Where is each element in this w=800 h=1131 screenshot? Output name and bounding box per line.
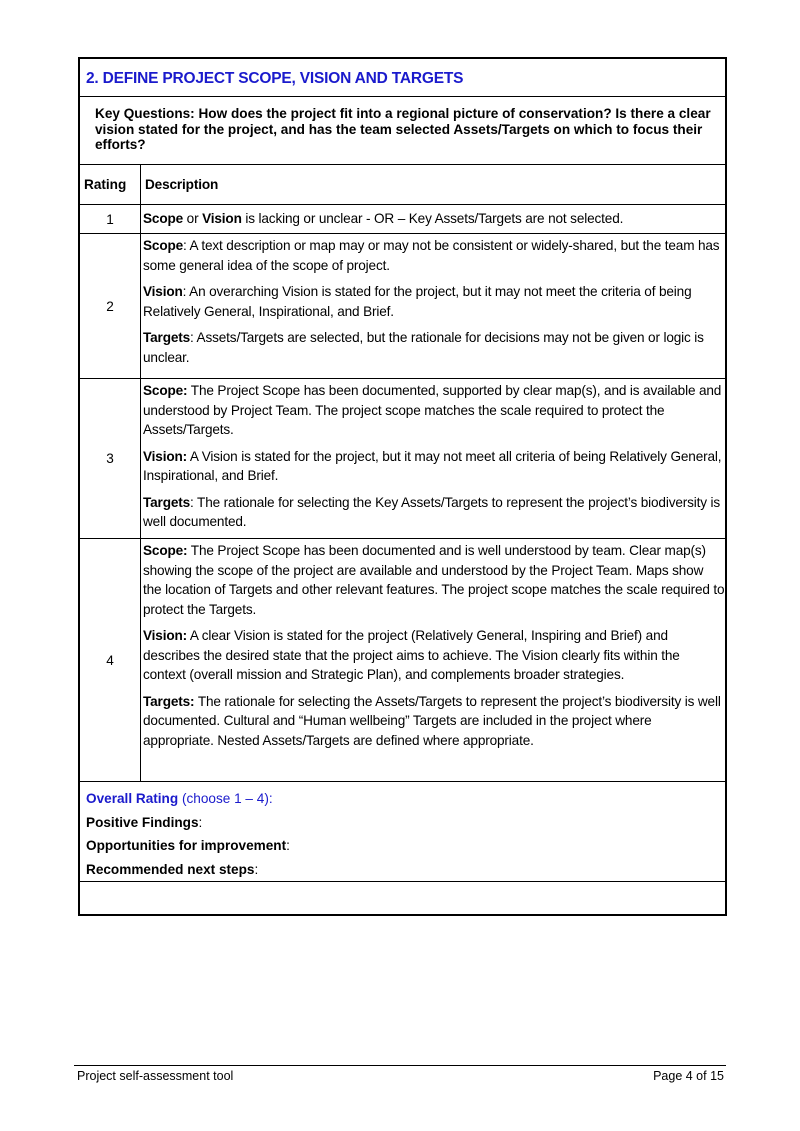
overall-rating-line [86, 787, 725, 811]
table-row [80, 379, 725, 539]
scope-label: Scope: [143, 383, 188, 398]
vision-label: Vision: [143, 628, 188, 643]
footer-title: Project self-assessment tool [77, 1069, 234, 1083]
targets-paragraph [143, 493, 725, 532]
next-steps-line [86, 858, 725, 882]
scope-paragraph [143, 381, 725, 440]
opportunities-line [86, 834, 725, 858]
vision-text: A Vision is stated for the project, but it may not meet all criteria of being Relatively General, Inspirational, and Brief. [143, 448, 722, 483]
scope-text: The Project Scope has been documented and is well understood by team. Clear map(s) showing the scope of the project are available and understood by the Project Team. Maps show the location of Targets and other relevant features. The project scope matches the scale required to protect the Targets. [143, 543, 725, 617]
rating-cell: 3 [80, 379, 141, 538]
assessment-section [78, 57, 727, 916]
table-row [80, 234, 725, 379]
targets-paragraph [143, 692, 725, 751]
next-steps-colon: : [254, 862, 259, 878]
targets-label: Targets: [143, 693, 195, 709]
targets-paragraph [143, 328, 725, 367]
key-questions: Key Questions: How does the project fit into a regional picture of conservation? Is there a clear vision stated for the project, and has the team selected Assets/Targets on which to focus their efforts? [80, 97, 725, 165]
rating-cell: 1 [80, 205, 141, 233]
section-title: 2. DEFINE PROJECT SCOPE, VISION AND TARGETS [80, 59, 725, 97]
targets-text: : The rationale for selecting the Key Assets/Targets to represent the project’s biodiversity is well documented. [143, 494, 721, 529]
positive-findings-label: Positive Findings [86, 814, 199, 830]
blank-row [80, 882, 725, 914]
scope-paragraph [143, 236, 725, 275]
vision-label: Vision [202, 211, 242, 227]
scope-label: Scope: [143, 543, 188, 558]
rating-header: Rating [80, 165, 141, 204]
description-cell [141, 539, 725, 781]
vision-text: : An overarching Vision is stated for the project, but it may not meet the criteria of being Relatively General, Inspirational, and Brief. [143, 284, 692, 319]
vision-label: Vision: [143, 448, 188, 464]
targets-text: : Assets/Targets are selected, but the rationale for decisions may not be given or logic is unclear. [143, 330, 704, 365]
opportunities-colon: : [286, 838, 290, 854]
positive-findings-line [86, 811, 725, 835]
page-number: Page 4 of 15 [653, 1069, 724, 1083]
overall-rating-section [80, 782, 725, 882]
vision-paragraph [143, 626, 725, 685]
scope-text: : A text description or map may or may not be consistent or widely-shared, but the team has some general idea of the scope of project. [143, 238, 720, 273]
description-header: Description [145, 176, 219, 192]
vision-label: Vision [143, 284, 183, 299]
rating-cell: 4 [80, 539, 141, 781]
vision-paragraph [143, 447, 725, 486]
overall-rating-hint: (choose 1 – 4): [178, 791, 273, 806]
positive-findings-colon: : [198, 814, 203, 830]
table-row [80, 205, 725, 234]
targets-text: The rationale for selecting the Assets/Targets to represent the project’s biodiversity is well documented. Cultural and “Human wellbeing” Targets are included in the project where appropriate. Nested Assets/Targets are defined where appropriate. [143, 693, 721, 748]
table-row [80, 539, 725, 782]
targets-label: Targets [143, 494, 191, 510]
next-steps-label: Recommended next steps [86, 862, 255, 878]
description-cell [141, 234, 725, 378]
footer-divider [74, 1065, 726, 1066]
rating-cell: 2 [80, 234, 141, 378]
description-text: is lacking or unclear - OR – Key Assets/Targets are not selected. [241, 211, 624, 227]
or-text: or [183, 211, 203, 227]
scope-paragraph [143, 541, 725, 619]
vision-text: A clear Vision is stated for the project (Relatively General, Inspiring and Brief) and describes the desired state that the project aims to achieve. The Vision clearly fits within the context (overall mission and Strategic Plan), and complements broader strategies. [143, 628, 680, 682]
vision-paragraph [143, 282, 725, 321]
description-cell [141, 205, 725, 233]
description-cell [141, 379, 725, 538]
scope-label: Scope [143, 238, 184, 253]
scope-label: Scope [143, 211, 184, 227]
overall-rating-label: Overall Rating [86, 791, 179, 806]
scope-text: The Project Scope has been documented, supported by clear map(s), and is available and understood by Project Team. The project scope matches the scale required to protect the Assets/Targets. [143, 383, 722, 437]
table-header-row [80, 165, 725, 205]
opportunities-label: Opportunities for improvement [86, 838, 287, 854]
targets-label: Targets [143, 330, 191, 345]
